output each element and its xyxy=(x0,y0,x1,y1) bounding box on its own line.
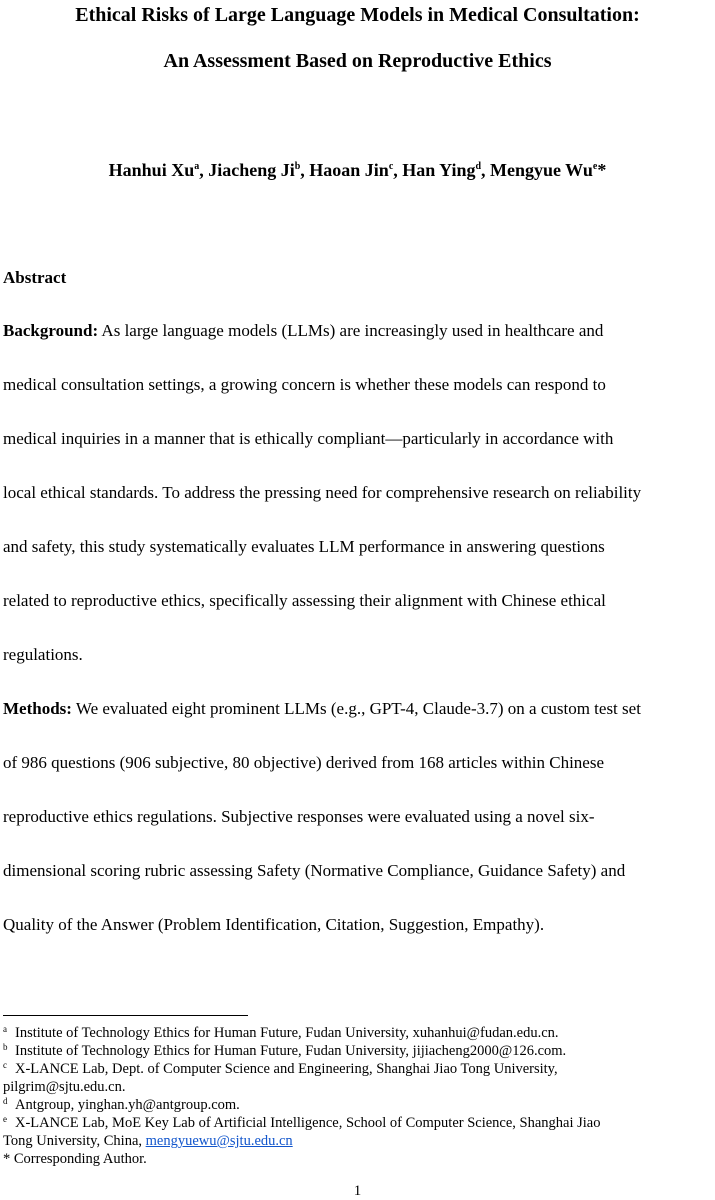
corresponding-mark: * xyxy=(597,160,607,180)
author-name: Haoan Jin xyxy=(309,160,389,180)
footnote-c-continued: pilgrim@sjtu.edu.cn. xyxy=(3,1079,126,1095)
footnote-divider xyxy=(3,1015,248,1016)
background-line: medical inquiries in a manner that is ethically compliant—particularly in accordance with xyxy=(3,429,614,448)
methods-line: of 986 questions (906 subjective, 80 objective) derived from 168 articles within Chinese xyxy=(3,753,605,772)
background-line: and safety, this study systematically evaluates LLM performance in answering questions xyxy=(3,537,605,556)
author-affiliation-mark: e xyxy=(592,161,598,172)
footnote-text: Institute of Technology Ethics for Human Future, Fudan University, jijiacheng2000@126.com. xyxy=(15,1043,567,1059)
author-separator: , xyxy=(481,160,491,180)
methods-line: dimensional scoring rubric assessing Safety (Normative Compliance, Guidance Safety) and xyxy=(3,861,626,880)
footnote-d: $^d$ Antgroup, yinghan.yh@antgroup.com. xyxy=(3,1096,240,1113)
background-line: local ethical standards. To address the pressing need for comprehensive research on reliability xyxy=(3,483,642,502)
footnote-text: X-LANCE Lab, Dept. of Computer Science and Engineering, Shanghai Jiao Tong University, xyxy=(15,1061,558,1077)
background-line: regulations. xyxy=(3,645,83,664)
footnote-a: $^a$ Institute of Technology Ethics for Human Future, Fudan University, xuhanhui@fudan.edu.cn. xyxy=(3,1024,559,1041)
methods-text: We evaluated eight prominent LLMs (e.g., GPT-4, Claude-3.7) on a custom test set xyxy=(71,699,641,718)
paper-title-line-2: An Assessment Based on Reproductive Ethics xyxy=(163,50,552,72)
author-affiliation-mark: d xyxy=(475,161,482,172)
methods-line xyxy=(3,682,715,736)
corresponding-author-note: * Corresponding Author. xyxy=(3,1151,147,1167)
author-name: Hanhui Xu xyxy=(108,160,195,180)
footnotes xyxy=(3,1024,715,1168)
email-link[interactable]: mengyuewu@sjtu.edu.cn xyxy=(145,1133,293,1149)
footnote-e-continued xyxy=(3,1132,715,1150)
footnote-e: $^e$ X-LANCE Lab, MoE Key Lab of Artificial Intelligence, School of Computer Science, Shanghai Jiao xyxy=(3,1114,601,1131)
footnote-text: Institute of Technology Ethics for Human Future, Fudan University, xuhanhui@fudan.edu.cn. xyxy=(15,1025,559,1041)
author-separator: , xyxy=(199,160,209,180)
page-number: 1 xyxy=(353,1183,362,1199)
background-paragraph xyxy=(3,304,715,682)
methods-line: Quality of the Answer (Problem Identification, Citation, Suggestion, Empathy). xyxy=(3,915,545,934)
footnote-c: $^c$ X-LANCE Lab, Dept. of Computer Science and Engineering, Shanghai Jiao Tong University, xyxy=(3,1060,558,1077)
author-name: Jiacheng Ji xyxy=(208,160,295,180)
abstract-heading: Abstract xyxy=(3,268,67,287)
background-line: medical consultation settings, a growing concern is whether these models can respond to xyxy=(3,375,606,394)
author-separator: , xyxy=(393,160,403,180)
paper-title-line-1: Ethical Risks of Large Language Models in Medical Consultation: xyxy=(75,4,640,26)
author-affiliation-mark: a xyxy=(194,161,200,172)
author-list xyxy=(0,158,715,182)
background-line: related to reproductive ethics, specifically assessing their alignment with Chinese ethical xyxy=(3,591,606,610)
author-separator: , xyxy=(300,160,310,180)
background-line xyxy=(3,304,715,358)
author-name: Han Ying xyxy=(402,160,476,180)
background-label: Background: xyxy=(3,321,99,340)
background-text: As large language models (LLMs) are increasingly used in healthcare and xyxy=(98,321,604,340)
footnote-text: Antgroup, yinghan.yh@antgroup.com. xyxy=(15,1097,240,1113)
methods-paragraph xyxy=(3,682,715,952)
footnote-text: X-LANCE Lab, MoE Key Lab of Artificial Intelligence, School of Computer Science, Shanghai Jiao xyxy=(15,1115,601,1131)
author-affiliation-mark: b xyxy=(294,161,301,172)
footnote-b: $^b$ Institute of Technology Ethics for Human Future, Fudan University, jijiacheng2000@126.com. xyxy=(3,1042,567,1059)
footnote-text: Tong University, China, xyxy=(3,1133,146,1149)
methods-line: reproductive ethics regulations. Subjective responses were evaluated using a novel six- xyxy=(3,807,595,826)
author-affiliation-mark: c xyxy=(388,161,394,172)
author-name: Mengyue Wu xyxy=(490,160,593,180)
methods-label: Methods: xyxy=(3,699,72,718)
